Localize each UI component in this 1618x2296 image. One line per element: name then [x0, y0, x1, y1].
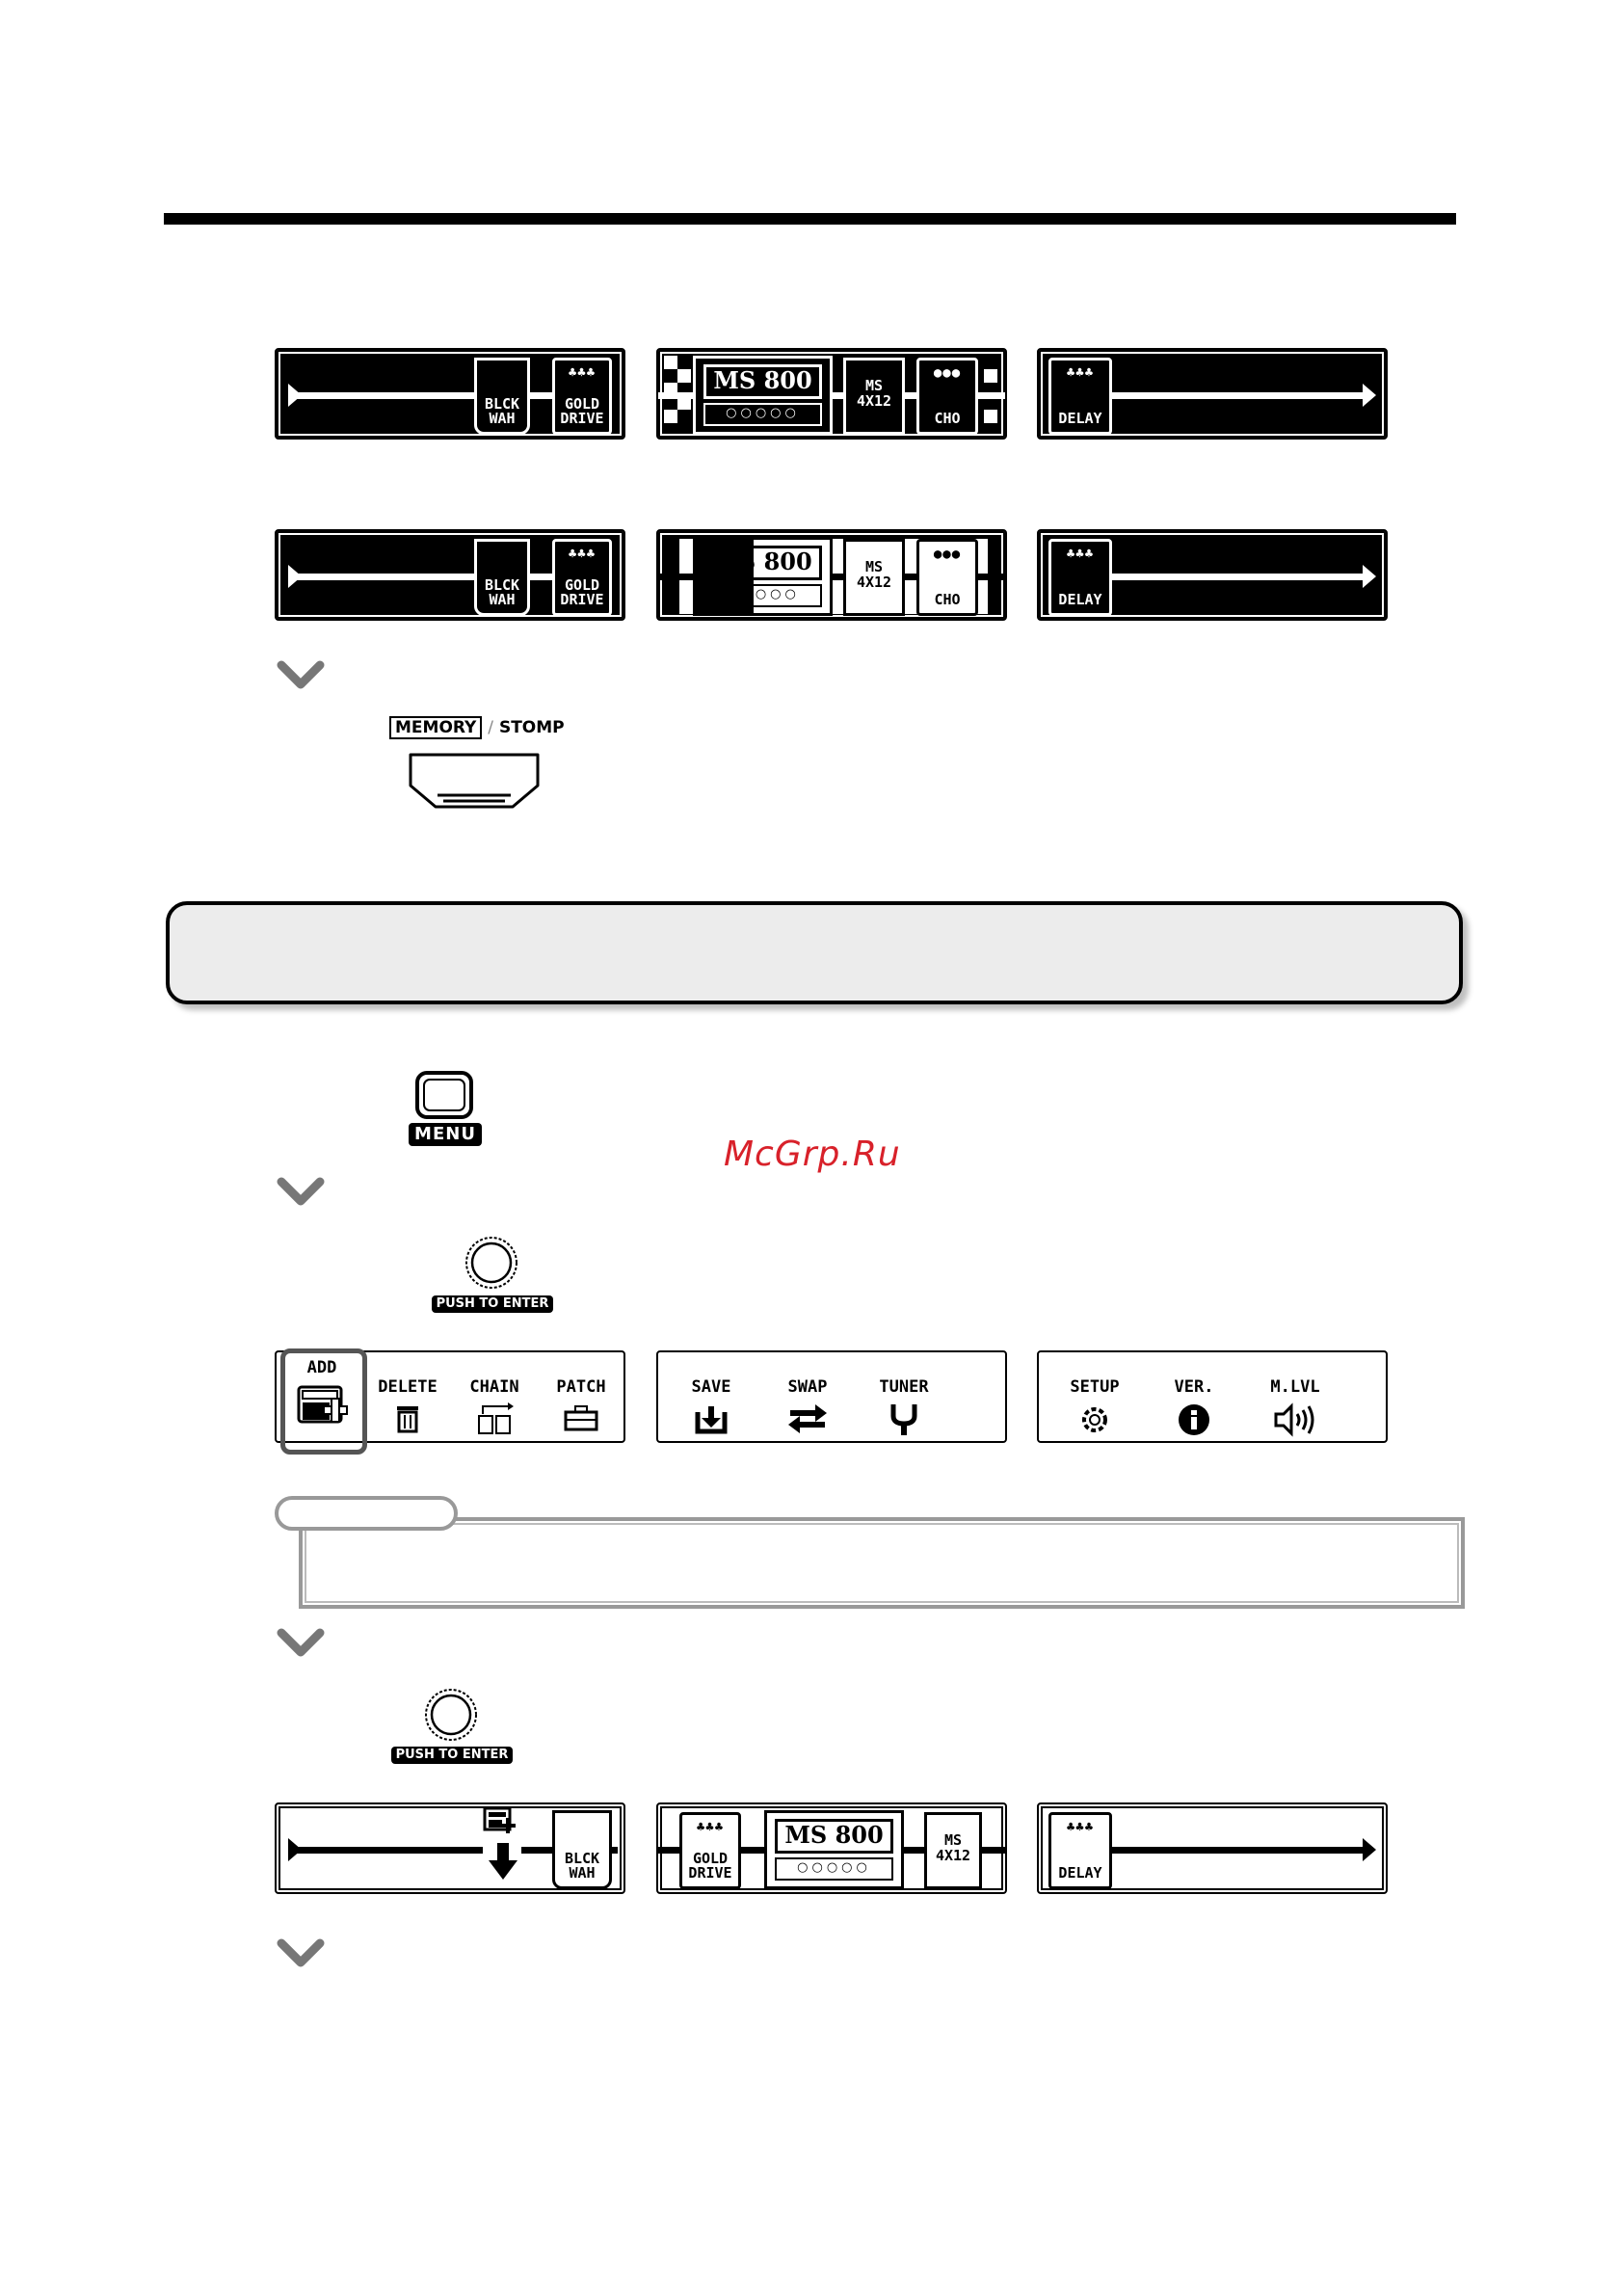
menu-item-chain[interactable] [458, 1377, 531, 1435]
pedal-label: BLCK WAH [484, 576, 520, 608]
pedal-label: CHO [934, 591, 961, 608]
checker [984, 369, 997, 383]
note-tab [275, 1496, 458, 1531]
menu-item-label: VER. [1174, 1377, 1214, 1397]
menu-item-label: M.LVL [1270, 1377, 1320, 1397]
effect-delay [1048, 539, 1112, 616]
section-heading-box [166, 901, 1463, 1004]
signal-line [296, 574, 585, 580]
add-effect-icon [483, 1806, 517, 1839]
knobs-icon: ●●● [933, 547, 962, 562]
checker [664, 410, 677, 423]
label-separator: / [488, 718, 494, 737]
menu-item-patch[interactable] [544, 1377, 618, 1431]
menu-item-label: ADD [306, 1358, 337, 1377]
amp-name: MS 800 [703, 546, 822, 580]
pedal-label: CHO [934, 410, 961, 427]
pedal-label: GOLD DRIVE [688, 1850, 732, 1882]
chevron-down-icon [277, 1627, 325, 1660]
lcd-screen-4 [275, 529, 625, 621]
knobs-icon: ♣♣♣ [568, 547, 597, 562]
memory-stomp-footswitch[interactable] [407, 751, 542, 814]
effect-blck-wah [474, 539, 530, 616]
menu-item-label: TUNER [879, 1377, 929, 1397]
effect-cho [916, 358, 978, 435]
menu-item-label: SAVE [691, 1377, 731, 1397]
menu-item-label: SWAP [787, 1377, 828, 1397]
effect-gold-drive [679, 1812, 741, 1889]
signal-line [1112, 574, 1365, 580]
menu-item-save[interactable] [677, 1377, 745, 1435]
amp-knobs-icon: ○○○○○ [703, 584, 822, 607]
menu-item-setup[interactable] [1058, 1377, 1131, 1437]
amp-name: MS 800 [775, 1819, 893, 1854]
menu-screen-3 [1037, 1350, 1388, 1443]
checker [677, 369, 691, 383]
knobs-icon: ♣♣♣ [568, 365, 597, 381]
signal-line [1112, 1847, 1365, 1854]
checker [984, 410, 997, 423]
pedal-label: GOLD DRIVE [560, 576, 604, 608]
briefcase-icon [562, 1402, 600, 1431]
cab-label: MS 4X12 [856, 377, 892, 410]
menu-screen-1 [275, 1350, 625, 1443]
effect-gold-drive [552, 539, 612, 616]
effect-blck-wah [474, 358, 530, 435]
knobs-icon: ♣♣♣ [696, 1820, 725, 1835]
amp-name: MS 800 [703, 364, 822, 399]
menu-item-label: DELETE [378, 1377, 438, 1397]
lcd-screen-6 [1037, 529, 1388, 621]
add-effect-icon [295, 1383, 349, 1429]
watermark: McGrp.Ru [724, 1135, 901, 1174]
lcd-screen-9 [1037, 1802, 1388, 1894]
menu-item-label: CHAIN [469, 1377, 519, 1397]
menu-item-swap[interactable] [774, 1377, 841, 1435]
amp-knobs-icon: ○○○○○ [703, 403, 822, 426]
info-icon [1177, 1402, 1211, 1437]
stomp-label: STOMP [498, 718, 565, 737]
gear-icon [1077, 1402, 1112, 1437]
menu-item-label: SETUP [1070, 1377, 1120, 1397]
menu-item-add[interactable] [290, 1358, 354, 1429]
effect-ms-4x12-cab [843, 358, 905, 435]
menu-item-tuner[interactable] [870, 1377, 938, 1437]
pedal-label: DELAY [1058, 591, 1102, 608]
lcd-screen-2 [656, 348, 1007, 440]
menu-item-delete[interactable] [371, 1377, 444, 1433]
menu-button-label: MENU [409, 1123, 482, 1146]
pedal-label: GOLD DRIVE [560, 395, 604, 427]
amp-knobs-icon: ○○○○○ [775, 1857, 893, 1881]
trash-icon [393, 1402, 422, 1433]
effect-ms-800-amp [764, 1810, 904, 1889]
lcd-screen-3 [1037, 348, 1388, 440]
pedal-label: BLCK WAH [484, 395, 520, 427]
signal-out-arrow-icon [1363, 1838, 1376, 1861]
pedal-label: BLCK WAH [564, 1850, 600, 1882]
effect-gold-drive [552, 358, 612, 435]
page-footer-edge [0, 2286, 1618, 2296]
cab-label: MS 4X12 [935, 1831, 971, 1864]
swap-icon [786, 1402, 829, 1435]
signal-out-arrow-icon [1363, 565, 1376, 588]
effect-delay [1048, 1812, 1112, 1889]
chain-icon [475, 1402, 514, 1435]
checker [664, 356, 677, 369]
memory-stomp-label [389, 718, 565, 737]
signal-out-arrow-icon [1363, 384, 1376, 407]
effect-delay [1048, 358, 1112, 435]
effect-ms-4x12-cab [843, 539, 905, 616]
memory-label: MEMORY [389, 716, 482, 739]
speaker-icon [1272, 1402, 1318, 1437]
insert-down-arrow-icon [487, 1841, 519, 1883]
section-rule [164, 213, 1456, 225]
note-box [299, 1517, 1465, 1609]
effect-ms-800-amp [693, 537, 833, 616]
effect-blck-wah [552, 1810, 612, 1889]
effect-cho [916, 539, 978, 616]
effect-ms-800-amp [693, 356, 833, 435]
knobs-icon: ●●● [933, 365, 962, 381]
knobs-icon: ♣♣♣ [1066, 547, 1095, 562]
push-to-enter-encoder[interactable] [422, 1686, 480, 1744]
menu-screen-2 [656, 1350, 1007, 1443]
signal-line [296, 392, 585, 399]
lcd-screen-5 [656, 529, 1007, 621]
menu-button[interactable] [414, 1070, 474, 1120]
save-icon [692, 1402, 730, 1435]
pedal-label: DELAY [1058, 410, 1102, 427]
push-to-enter-encoder[interactable] [463, 1234, 520, 1292]
pedal-label: DELAY [1058, 1864, 1102, 1882]
signal-line [1112, 392, 1365, 399]
knobs-icon: ♣♣♣ [1066, 1820, 1095, 1835]
tuner-icon [889, 1402, 918, 1437]
cab-label: MS 4X12 [856, 558, 892, 591]
push-to-enter-label: PUSH TO ENTER [432, 1295, 553, 1313]
lcd-screen-1 [275, 348, 625, 440]
chevron-down-icon [277, 1937, 325, 1970]
menu-item-m-lvl[interactable] [1257, 1377, 1334, 1437]
effect-ms-4x12-cab [924, 1812, 982, 1889]
chevron-down-icon [277, 1176, 325, 1209]
push-to-enter-label: PUSH TO ENTER [391, 1747, 513, 1764]
menu-item-ver[interactable] [1160, 1377, 1228, 1437]
menu-item-label: PATCH [556, 1377, 606, 1397]
lcd-screen-8 [656, 1802, 1007, 1894]
lcd-screen-7 [275, 1802, 625, 1894]
knobs-icon: ♣♣♣ [1066, 365, 1095, 381]
chevron-down-icon [277, 659, 325, 692]
